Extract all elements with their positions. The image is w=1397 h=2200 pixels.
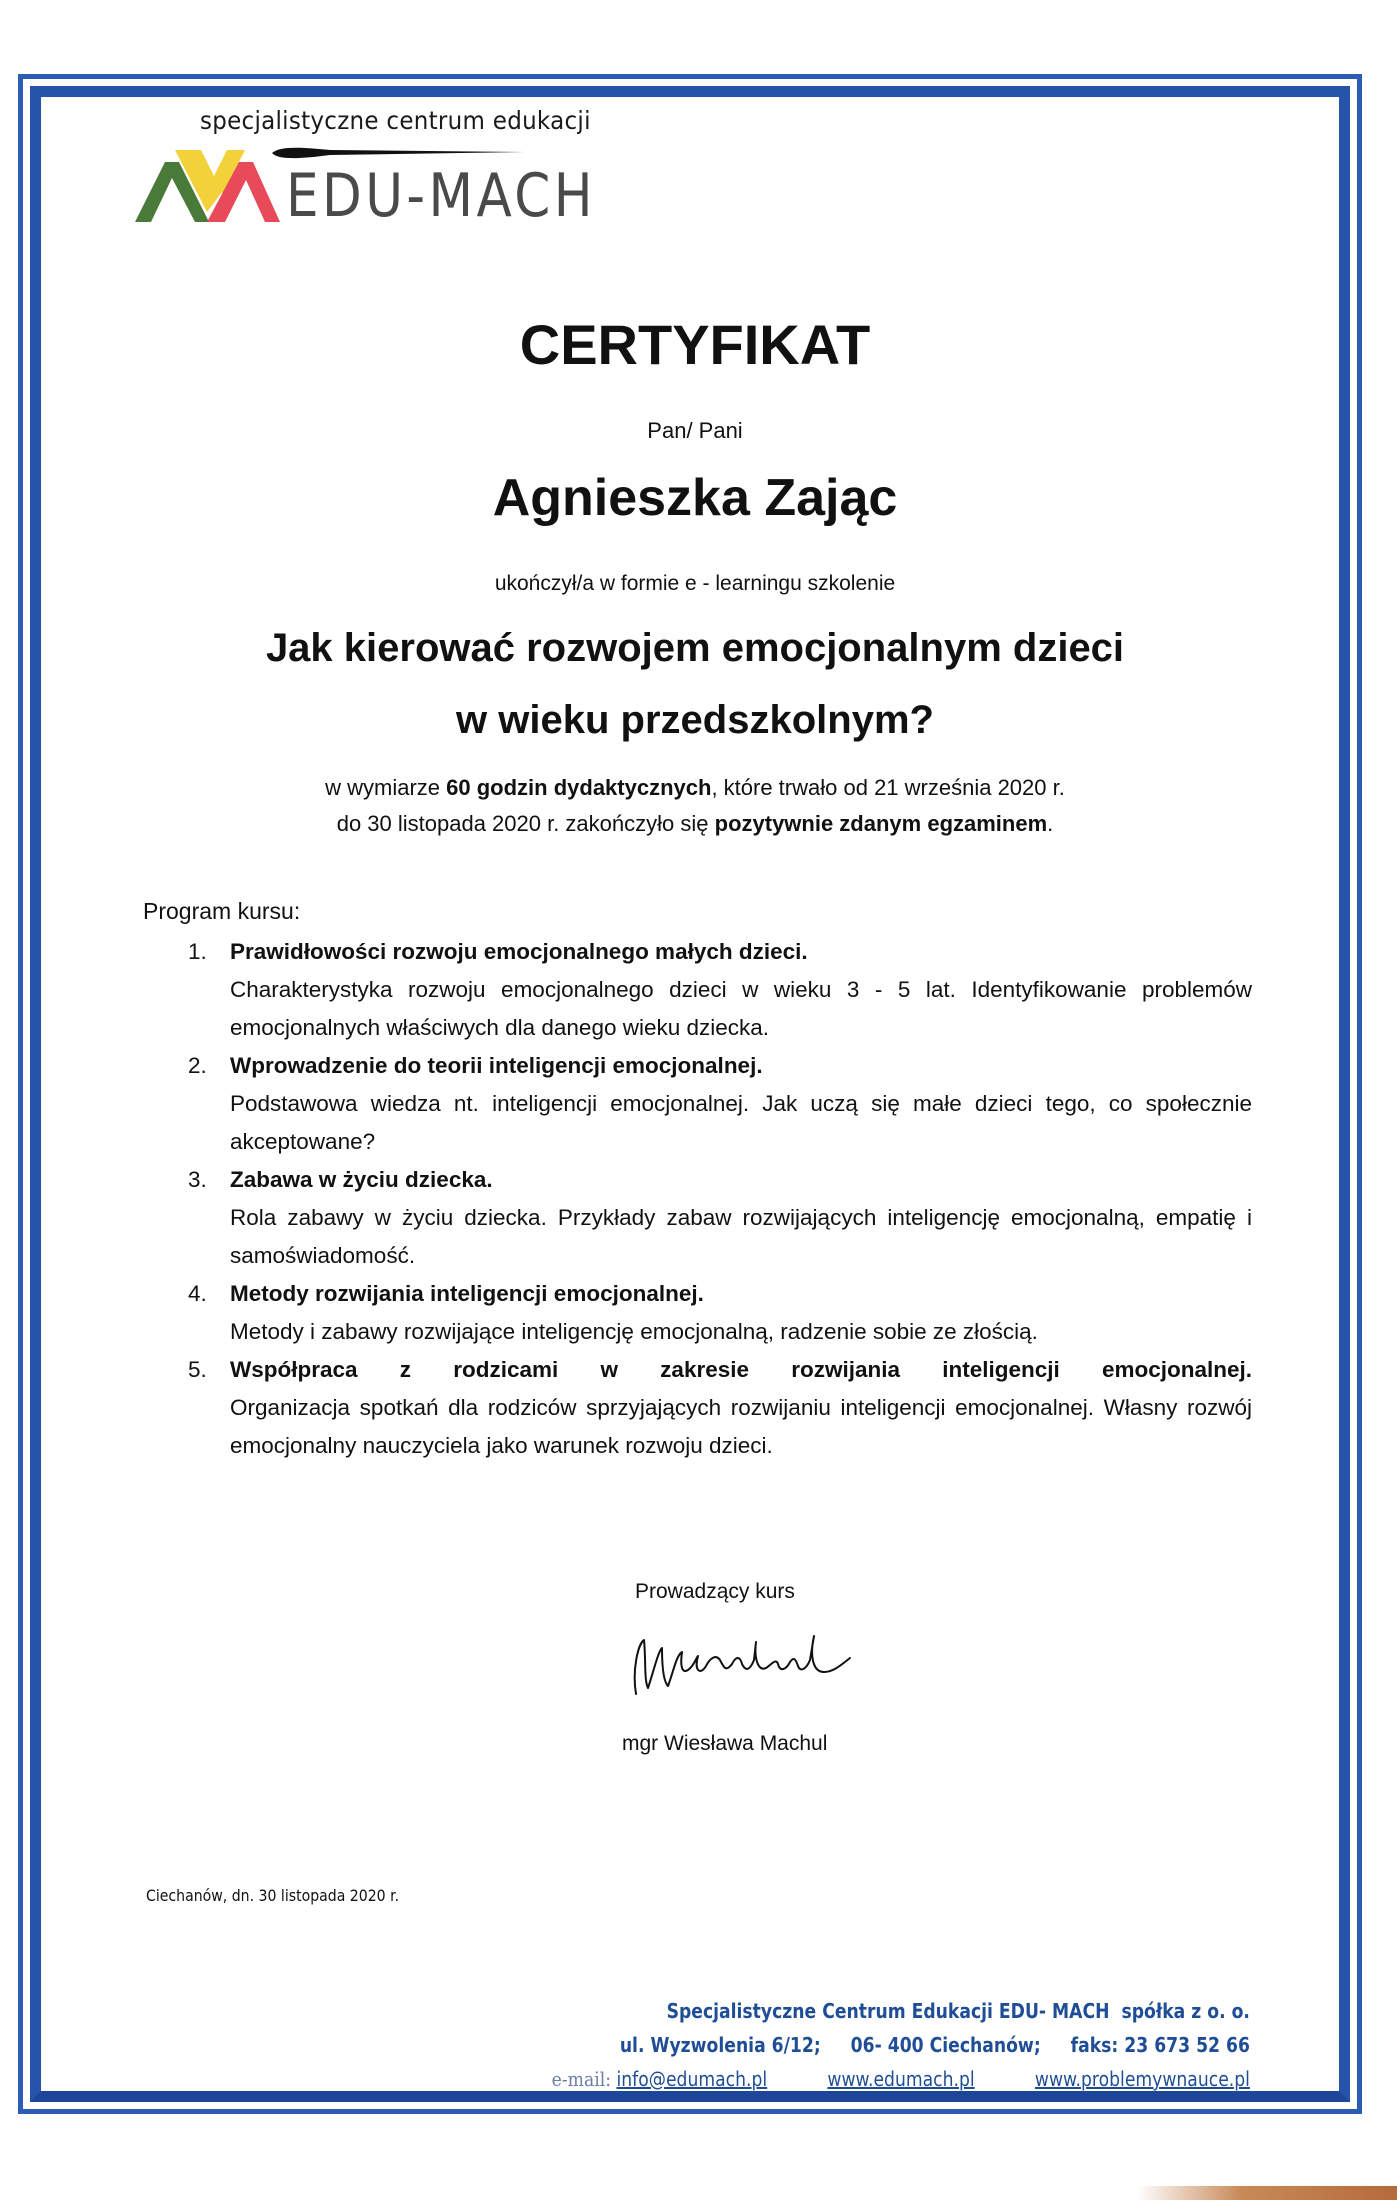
recipient-name: Agnieszka Zając [492, 469, 898, 527]
program-item-description: Charakterystyka rozwoju emocjonalnego dzieci w wieku 3 - 5 lat. Identyfikowanie problemów emocjonalnych właściwych dla danego wieku dziecka. [230, 977, 1252, 1040]
program-item-title: Wprowadzenie do teorii inteligencji emocjonalnej. [230, 1053, 763, 1078]
logo-swoosh [270, 146, 530, 162]
program-item [188, 1161, 1252, 1275]
logo-tagline: specjalistyczne centrum edukacji [200, 106, 591, 135]
program-item-description: Organizacja spotkań dla rodziców sprzyjających rozwijaniu inteligencji emocjonalnej. Własny rozwój emocjonalny nauczyciela jako warunek rozwoju dzieci. [230, 1395, 1252, 1458]
course-hours: 60 godzin dydaktycznych [446, 775, 712, 800]
footer-address: ul. Wyzwolenia 6/12; 06- 400 Ciechanów; faks: 23 673 52 66 [619, 2033, 1250, 2057]
course-title [40, 612, 1350, 756]
program-label: Program kursu: [143, 898, 301, 924]
program-item-number: 5. [188, 1357, 207, 1382]
logo-brand-name: EDU-MACH [286, 161, 596, 231]
program-item-title: Zabawa w życiu dziecka. [230, 1167, 493, 1192]
place-and-date: Ciechanów, dn. 30 listopada 2020 r. [146, 1886, 400, 1905]
salutation: Pan/ Pani [647, 418, 743, 443]
scope-text: w wymiarze [325, 775, 447, 800]
footer-email [552, 2062, 768, 2096]
course-dates: , które trwało od 21 września 2020 r. [711, 775, 1065, 800]
program-item-number: 2. [188, 1053, 207, 1078]
scope-period: . [1047, 811, 1054, 836]
program-item [188, 1047, 1252, 1161]
course-title-line-2: w wieku przedszkolnym? [456, 698, 934, 742]
course-title-line-1: Jak kierować rozwojem emocjonalnym dzieci [265, 626, 1125, 670]
footer-links [552, 2062, 1250, 2096]
lecturer-label: Prowadzący kurs [635, 1580, 795, 1603]
program-item-title: Prawidłowości rozwoju emocjonalnego małych dzieci. [230, 939, 808, 964]
completion-text: ukończył/a w formie e - learningu szkolenie [494, 572, 896, 595]
website-link-edumach[interactable]: www.edumach.pl [827, 2067, 975, 2091]
program-item [188, 1275, 1252, 1351]
background-table-edge [1137, 2186, 1397, 2200]
course-end: do 30 listopada 2020 r. zakończyło się [336, 811, 715, 836]
email-label: e-mail: [551, 2067, 612, 2091]
course-scope [40, 770, 1350, 842]
handwritten-signature [628, 1630, 858, 1700]
program-item-title: Metody rozwijania inteligencji emocjonalnej. [230, 1281, 704, 1306]
exam-result: pozytywnie zdanym egzaminem [714, 811, 1048, 836]
footer-contact [438, 1994, 1250, 2096]
course-scope-line-2 [40, 806, 1350, 842]
program-item-description: Podstawowa wiedza nt. inteligencji emocjonalnej. Jak uczą się małe dzieci tego, co społecznie akceptowane? [230, 1091, 1252, 1154]
lecturer-name: mgr Wiesława Machul [622, 1732, 828, 1755]
program-item-description: Rola zabawy w życiu dziecka. Przykłady zabaw rozwijających inteligencję emocjonalną, empatię i samoświadomość. [230, 1205, 1252, 1268]
certificate-title: CERTYFIKAT [519, 313, 871, 376]
program-item-number: 4. [188, 1281, 207, 1306]
program-item [188, 1351, 1252, 1465]
footer-company-name: Specjalistyczne Centrum Edukacji EDU- MACH spółka z o. o. [666, 1999, 1250, 2023]
program-item-number: 1. [188, 939, 207, 964]
program-item-number: 3. [188, 1167, 207, 1192]
course-scope-line-1 [40, 770, 1350, 806]
program-item-description: Metody i zabawy rozwijające inteligencję emocjonalną, radzenie sobie ze złością. [230, 1319, 1038, 1344]
program-item [188, 933, 1252, 1047]
email-link[interactable]: info@edumach.pl [616, 2067, 768, 2091]
logo-mark-icon [135, 150, 280, 225]
program-item-title: Współpraca z rodzicami w zakresie rozwijania inteligencji emocjonalnej. [230, 1357, 1252, 1382]
website-link-problemywnauce[interactable]: www.problemywnauce.pl [1034, 2067, 1250, 2091]
program-list [188, 933, 1252, 1465]
